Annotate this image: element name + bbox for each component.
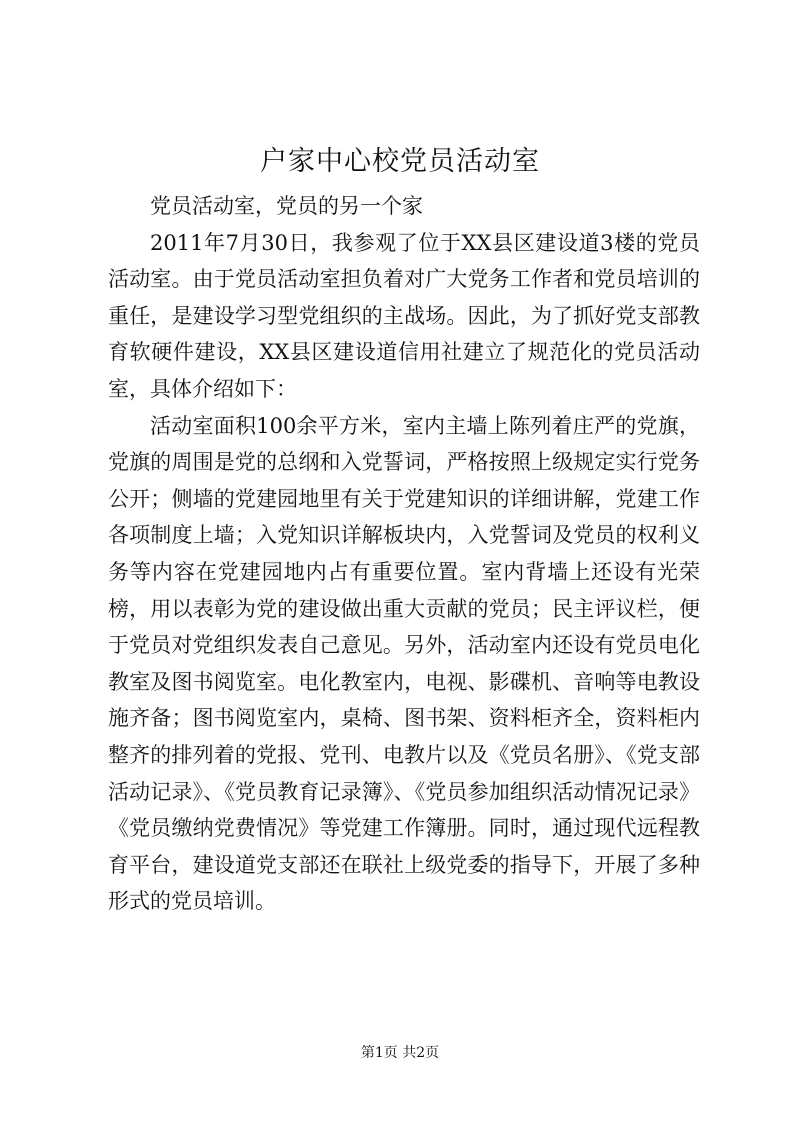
document-title: 户家中心校党员活动室 [260,146,540,177]
paragraph-subtitle: 党员活动室，党员的另一个家 [150,194,423,218]
document-body [108,188,700,920]
paragraph-visit: 2011年7月30日，我参观了位于XX县区建设道3楼的党员活动室。由于党员活动室担负着对广大党务工作者和党员培训的重任，是建设学习型党组织的主战场。因此，为了抓好党支部教育软硬件建设，XX县区建设道信用社建立了规范化的党员活动室，具体介绍如下： [108,230,700,401]
page-number-footer: 第1页 共2页 [360,1045,440,1061]
paragraph-room-description: 活动室面积100余平方米，室内主墙上陈列着庄严的党旗，党旗的周围是党的总纲和入党誓词，严格按照上级规定实行党务公开；侧墙的党建园地里有关于党建知识的详细讲解，党建工作各项制度上墙；入党知识详解板块内，入党誓词及党员的权利义务等内容在党建园地内占有重要位置。室内背墙上还设有光荣榜，用以表彰为党的建设做出重大贡献的党员；民主评议栏，便于党员对党组织发表自己意见。另外，活动室内还设有党员电化教室及图书阅览室。电化教室内，电视、影碟机、音响等电教设施齐备；图书阅览室内，桌椅、图书架、资料柜齐全，资料柜内整齐的排列着的党报、党刊、电教片以及《党员名册》、《党支部活动记录》、《党员教育记录簿》、《党员参加组织活动情况记录》《党员缴纳党费情况》等党建工作簿册。同时，通过现代远程教育平台，建设道党支部还在联社上级党委的指导下，开展了多种形式的党员培训。 [108,413,700,914]
